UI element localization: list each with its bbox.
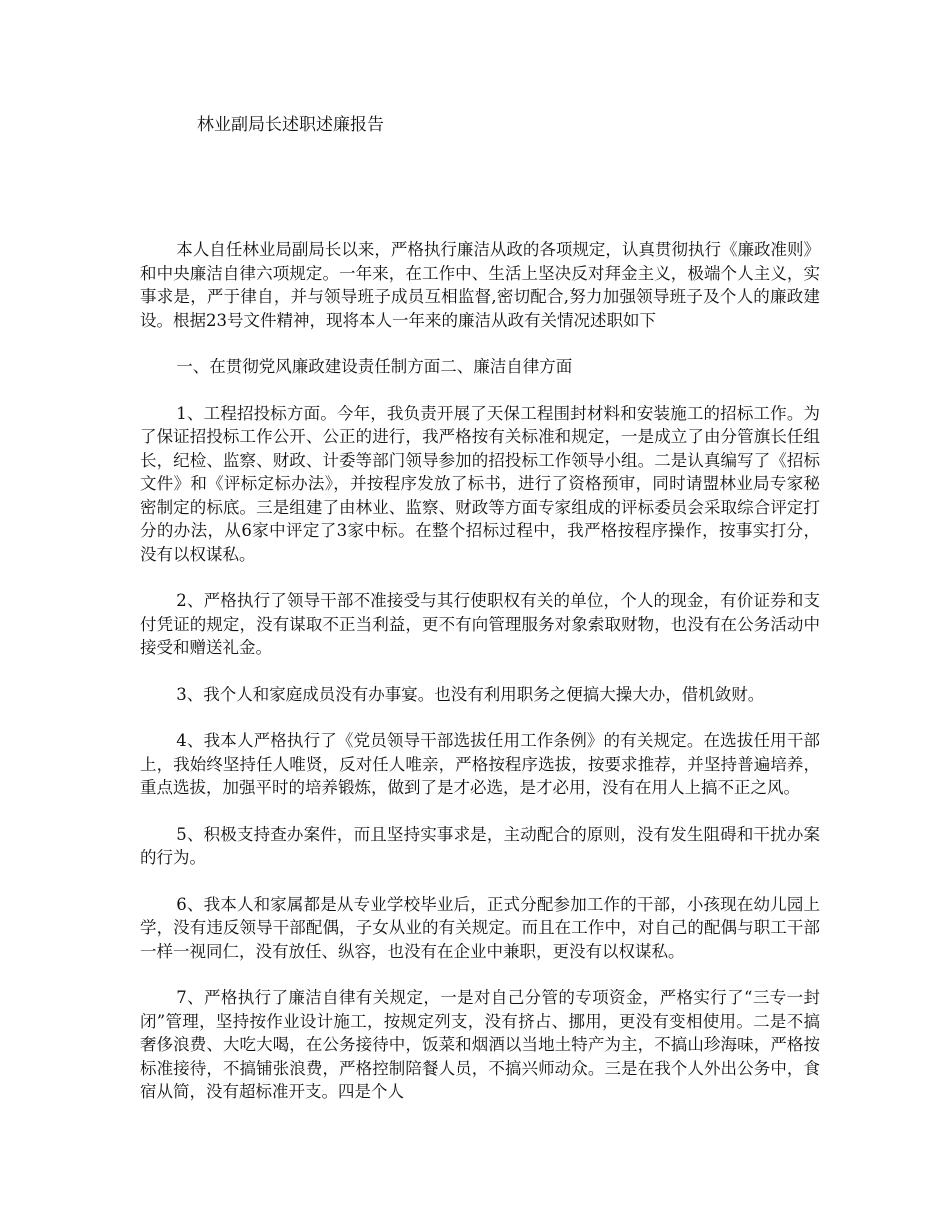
intro-paragraph: 本人自任林业局副局长以来，严格执行廉洁从政的各项规定，认真贯彻执行《廉政准则》和中央廉洁自律六项规定。一年来，在工作中、生活上坚决反对拜金主义，极端个人主义，实事求是，严于律自，并与领导班子成员互相监督,密切配合,努力加强领导班子及个人的廉政建设。根据23号文件精神，现将本人一年来的廉洁从政有关情况述职如下 (140, 240, 820, 330)
paragraph-item-3: 3、我个人和家庭成员没有办事宴。也没有利用职务之便搞大操大办，借机敛财。 (176, 684, 765, 704)
document-body (140, 238, 820, 1127)
paragraph-item-7: 7、严格执行了廉洁自律有关规定，一是对自己分管的专项资金，严格实行了“三专一封闭”管理，坚持按作业设计施工，按规定列支，没有挤占、挪用，更没有变相使用。二是不搞奢侈浪费、大吃大喝，在公务接待中，饭菜和烟酒以当地土特产为主，不搞山珍海味，严格按标准接待，不搞铺张浪费，严格控制陪餐人员，不搞兴师动众。三是在我个人外出公务中，食宿从简，没有超标准开支。四是个人 (140, 988, 820, 1101)
section-heading: 一、在贯彻党风廉政建设责任制方面二、廉洁自律方面 (176, 357, 573, 376)
paragraph-item-1: 1、工程招投标方面。今年，我负责开展了天保工程围封材料和安装施工的招标工作。为了保证招投标工作公开、公正的进行，我严格按有关标准和规定，一是成立了由分管旗长任组长，纪检、监察、财政、计委等部门领导参加的招投标工作领导小组。二是认真编写了《招标文件》和《评标定标办法》，并按程序发放了标书，进行了资格预审，同时请盟林业局专家秘密制定的标底。三是组建了由林业、监察、财政等方面专家组成的评标委员会采取综合评定打分的办法，从6家中评定了3家中标。在整个招标过程中，我严格按程序操作，按事实打分，没有以权谋私。 (140, 403, 820, 564)
paragraph-item-4: 4、我本人严格执行了《党员领导干部选拔任用工作条例》的有关规定。在选拔任用干部上，我始终坚持任人唯贤，反对任人唯亲，严格按程序选拔，按要求推荐，并坚持普遍培养，重点选拔，加强平时的培养锻炼，做到了是才必选，是才必用，没有在用人上搞不正之风。 (140, 731, 820, 797)
paragraph-item-5: 5、积极支持查办案件，而且坚持实事求是，主动配合的原则，没有发生阻碍和干扰办案的行为。 (140, 824, 820, 867)
document-title: 林业副局长述职述廉报告 (197, 115, 384, 135)
paragraph-item-6: 6、我本人和家属都是从专业学校毕业后，正式分配参加工作的干部，小孩现在幼儿园上学，没有违反领导干部配偶，子女从业的有关规定。而且在工作中，对自己的配偶与职工干部一样一视同仁，没有放任、纵容，也没有在企业中兼职，更没有以权谋私。 (140, 894, 820, 961)
paragraph-item-2: 2、严格执行了领导干部不准接受与其行使职权有关的单位，个人的现金，有价证券和支付凭证的规定，没有谋取不正当利益，更不有向管理服务对象索取财物，也没有在公务活动中接受和赠送礼金。 (140, 591, 820, 657)
